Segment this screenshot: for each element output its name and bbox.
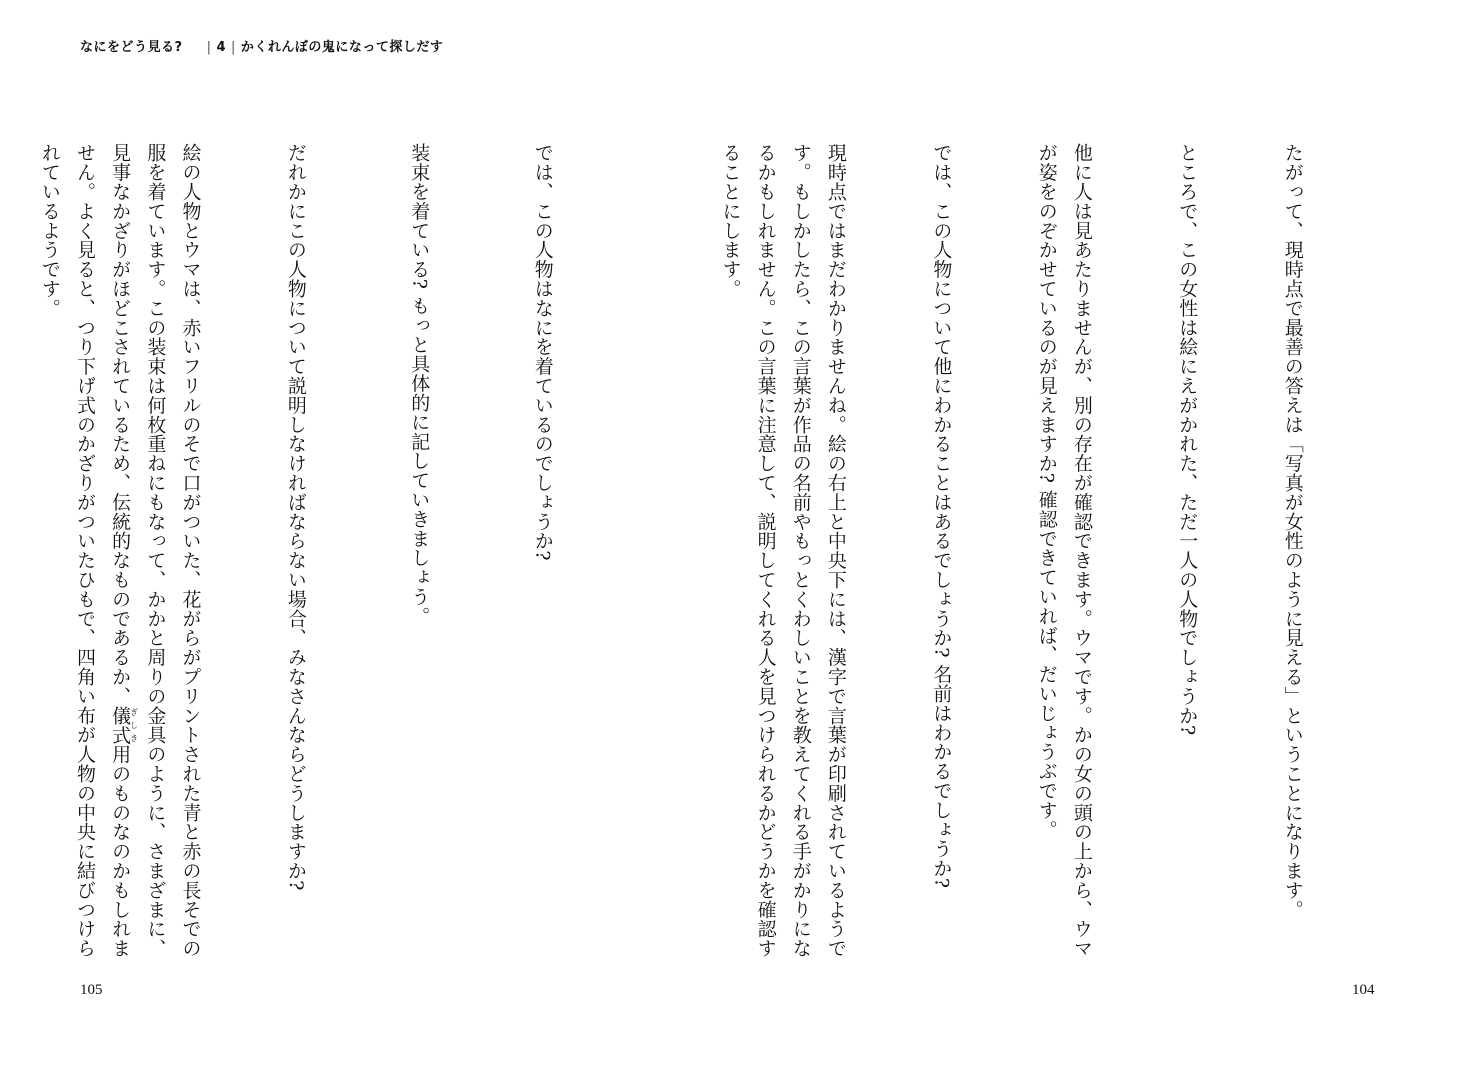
header-separator: | bbox=[231, 40, 236, 55]
paragraph: 装束を着ている? もっと具体的に記していきましょう。 bbox=[408, 143, 431, 626]
page-number-right: 104 bbox=[1352, 982, 1375, 998]
answer-text-part1: 絵の人物とウマは、赤いフリルのそで口がついた、花がらがプリントされた青と赤の長そでの服を着ています。この装束は何枚重ねにもなって、かかと周りの金具のように、さまざまに、見事なかざりがほどこされているため、伝統的なものであるか、 bbox=[109, 143, 202, 958]
paragraph: たがって、現時点で最善の答えは「写真が女性のように見える」ということになります。 bbox=[1281, 143, 1304, 919]
answer-text-part2: 用のものなのかもしれません。よく見ると、つり下げ式のかざりがついたひもで、四角い布が人物の中央に結びつけられているようです。 bbox=[38, 143, 132, 958]
header-separator: | bbox=[206, 40, 212, 55]
right-page-text bbox=[719, 143, 1380, 963]
question: では、この人物はなにを着ているのでしょうか? bbox=[531, 143, 554, 561]
page-number-left: 105 bbox=[80, 982, 103, 998]
running-head bbox=[80, 36, 443, 55]
paragraph: 現時点ではまだわかりませんね。絵の右上と中央下には、漢字で言葉が印刷されているようです。もしかしたら、この言葉が作品の名前やもっとくわしいことを教えてくれる手がかりになるかもしれません。この言葉に注意して、説明してくれる人を見つけられるかどうかを確認することにします。 bbox=[719, 143, 847, 958]
chapter-title: かくれんぼの鬼になって探しだす bbox=[240, 40, 444, 55]
paragraph: では、この人物について他にわかることはあるでしょうか? 名前はわかるでしょうか? bbox=[930, 143, 953, 889]
paragraph: ところで、この女性は絵にえがかれた、ただ一人の人物でしょうか? bbox=[1176, 143, 1199, 736]
book-title: なにをどう見る? bbox=[80, 40, 183, 55]
paragraph: 他に人は見あたりませんが、別の存在が確認できます。ウマです。かの女の頭の上から、ウマが姿をのぞかせているのが見えますか? 確認できていれば、だいじょうぶです。 bbox=[1035, 143, 1093, 958]
question: だれかにこの人物について説明しなければならない場合、みなさんならどうしますか? bbox=[284, 143, 307, 891]
paragraph bbox=[32, 143, 208, 963]
chapter-number: 4 bbox=[216, 40, 227, 55]
left-page-text bbox=[38, 143, 630, 963]
ruby-reading: ぎしき bbox=[129, 705, 139, 745]
ruby-word: 儀式ぎしき bbox=[109, 705, 139, 745]
